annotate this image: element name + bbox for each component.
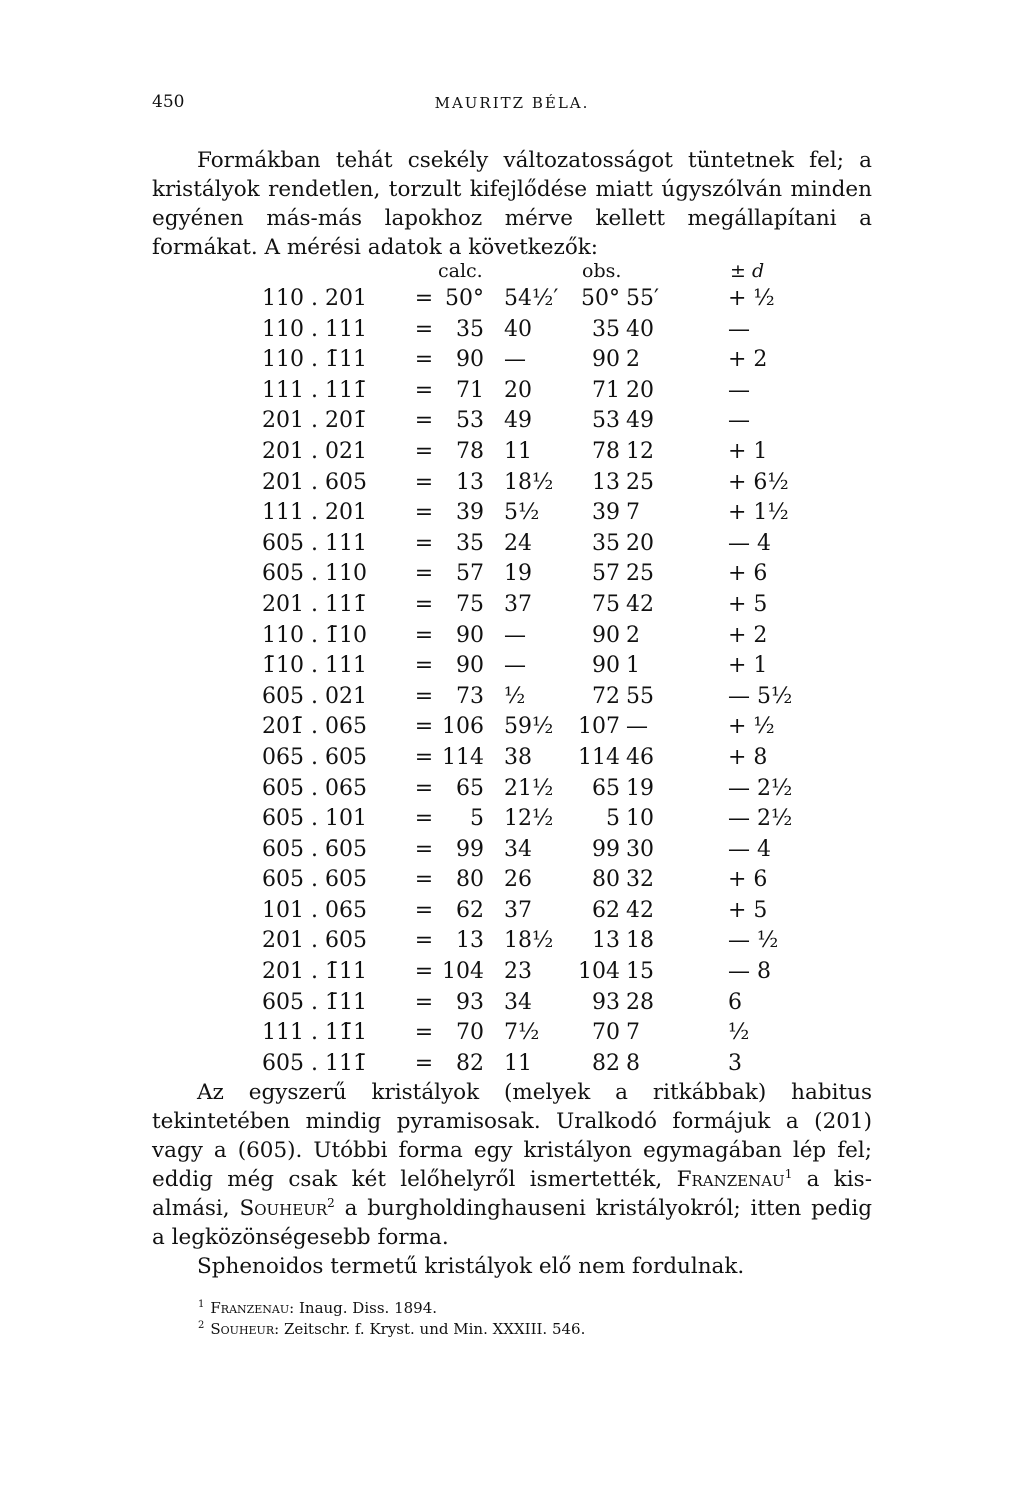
calc-degrees-cell: 93 [456, 989, 484, 1015]
obs-minutes-cell: 25 [626, 469, 654, 495]
obs-degrees-cell: 13 [592, 928, 620, 954]
calc-degrees-cell: 70 [456, 1020, 484, 1046]
equals-cell: = [414, 591, 434, 617]
habit-text-mid: a kis-almási, [152, 1167, 872, 1221]
obs-degrees-cell: 90 [592, 622, 620, 648]
obs-minutes-cell: 49 [626, 408, 654, 434]
calc-minutes-cell: 18½ [504, 928, 554, 954]
obs-minutes-cell: 2 [626, 622, 640, 648]
footnote-ref-1[interactable]: 1 [784, 1166, 793, 1181]
calc-degrees-cell: 90 [456, 347, 484, 373]
face-cell: 605 . 065 [262, 775, 367, 801]
difference-cell: — 2½ [728, 775, 793, 801]
calc-minutes-cell: 34 [504, 836, 532, 862]
face-cell: 111 . 11̄1 [262, 1020, 367, 1046]
difference-cell: + ½ [728, 714, 775, 740]
difference-cell: — 4 [728, 836, 771, 862]
calc-degrees-cell: 35 [456, 530, 484, 556]
calc-minutes-cell: 37 [504, 897, 532, 923]
face-cell: 605 . 6̄05 [262, 836, 367, 862]
face-cell: 111 . 201 [262, 500, 367, 526]
table-row [262, 867, 822, 898]
intro-text: Formákban tehát csekély változatosságot tüntetnek fel; a kristályok rendetlen, torzult kifejlődése miatt úgyszólván minden egyénen más-más lapokhoz mérve kellett megállapítani a formákat. A mérési adatok a következők: [152, 148, 872, 260]
calc-minutes-cell: 26 [504, 867, 532, 893]
table-header [262, 260, 822, 286]
equals-cell: = [414, 500, 434, 526]
footnote-1 [198, 1298, 848, 1319]
face-cell: 101 . 065 [262, 897, 367, 923]
face-cell: 605 . 101 [262, 806, 367, 832]
calc-minutes-cell: 54½′ [504, 286, 559, 311]
face-cell: 1̄10 . 111 [262, 653, 367, 679]
difference-cell: — 5½ [728, 683, 793, 709]
calc-degrees-cell: 35 [456, 316, 484, 342]
habit-text-tail: a burgholdinghauseni kristályokról; itten pedig a legközönségesebb forma. [152, 1196, 872, 1250]
difference-cell: + 5 [728, 591, 768, 617]
header-calc: calc. [438, 260, 483, 282]
obs-degrees-cell: 50° [581, 286, 620, 311]
obs-degrees-cell: 82 [592, 1050, 620, 1076]
difference-cell: — 8 [728, 959, 771, 985]
equals-cell: = [414, 653, 434, 679]
obs-minutes-cell: 7 [626, 1020, 640, 1046]
face-cell: 201 . 1̄11 [262, 959, 367, 985]
page-header [152, 92, 872, 122]
difference-cell: 3 [728, 1050, 742, 1076]
face-cell: 110 . 1̄11 [262, 347, 367, 373]
difference-cell: — [728, 408, 750, 434]
difference-cell: + 8 [728, 744, 768, 770]
table-row [262, 1020, 822, 1051]
author-souheur: Souheur [239, 1196, 328, 1221]
obs-degrees-cell: 93 [592, 989, 620, 1015]
obs-minutes-cell: 30 [626, 836, 654, 862]
table-row [262, 714, 822, 745]
obs-degrees-cell: 114 [578, 744, 620, 770]
obs-degrees-cell: 70 [592, 1020, 620, 1046]
equals-cell: = [414, 989, 434, 1015]
difference-cell: + 1 [728, 653, 768, 679]
obs-minutes-cell: 7 [626, 500, 640, 526]
obs-degrees-cell: 90 [592, 653, 620, 679]
habit-text [152, 1078, 872, 1252]
page-number: 450 [152, 92, 185, 112]
difference-cell: + ½ [728, 286, 775, 311]
calc-degrees-cell: 71 [456, 377, 484, 403]
table-row [262, 347, 822, 378]
equals-cell: = [414, 1050, 434, 1076]
equals-cell: = [414, 286, 434, 311]
difference-cell: — ½ [728, 928, 779, 954]
table-row [262, 1051, 822, 1082]
footnotes [198, 1298, 848, 1340]
calc-minutes-cell: 59½ [504, 714, 554, 740]
table-row [262, 408, 822, 439]
obs-minutes-cell: 25 [626, 561, 654, 587]
equals-cell: = [414, 1020, 434, 1046]
equals-cell: = [414, 347, 434, 373]
calc-minutes-cell: 40 [504, 316, 532, 342]
face-cell: 201̄ . 065 [262, 714, 367, 740]
obs-degrees-cell: 53 [592, 408, 620, 434]
difference-cell: + 6½ [728, 469, 789, 495]
table-row [262, 928, 822, 959]
obs-minutes-cell: 2 [626, 347, 640, 373]
difference-cell: + 1½ [728, 500, 789, 526]
face-cell: 605 . 110 [262, 561, 367, 587]
calc-minutes-cell: 12½ [504, 806, 554, 832]
calc-minutes-cell: — [504, 347, 526, 373]
calc-minutes-cell: 7½ [504, 1020, 540, 1046]
calc-degrees-cell: 57 [456, 561, 484, 587]
difference-cell: + 2 [728, 622, 768, 648]
calc-degrees-cell: 99 [456, 836, 484, 862]
difference-cell: — 2½ [728, 806, 793, 832]
table-row [262, 561, 822, 592]
table-row [262, 837, 822, 868]
equals-cell: = [414, 775, 434, 801]
table-row [262, 500, 822, 531]
obs-minutes-cell: 55′ [626, 286, 659, 311]
table-body [262, 286, 822, 1081]
footnote-author: Souheur: [210, 1320, 280, 1338]
author-franzenau: Franzenau [676, 1167, 785, 1192]
difference-cell: + 6 [728, 561, 768, 587]
table-row [262, 776, 822, 807]
habit-text-a: Az egyszerű kristályok (melyek a ritkábbak) habitus tekintetében mindig pyramisosak. Uralkodó formájuk a (201) vagy a (605). Utóbbi forma egy kristályon egymagában lép fel; eddig még csak két lelőhelyről ismertették, [152, 1080, 872, 1192]
equals-cell: = [414, 561, 434, 587]
calc-degrees-cell: 114 [442, 744, 484, 770]
equals-cell: = [414, 530, 434, 556]
obs-degrees-cell: 35 [592, 316, 620, 342]
obs-degrees-cell: 39 [592, 500, 620, 526]
obs-degrees-cell: 78 [592, 438, 620, 464]
calc-degrees-cell: 13 [456, 469, 484, 495]
calc-minutes-cell: 34 [504, 989, 532, 1015]
footnote-2 [198, 1319, 848, 1340]
calc-minutes-cell: 24 [504, 530, 532, 556]
face-cell: 201 . 605 [262, 928, 367, 954]
calc-degrees-cell: 5 [470, 806, 484, 832]
calc-minutes-cell: 5½ [504, 500, 540, 526]
header-diff: ± d [730, 260, 765, 282]
obs-minutes-cell: 55 [626, 683, 654, 709]
calc-minutes-cell: — [504, 653, 526, 679]
table-row [262, 286, 822, 317]
calc-degrees-cell: 62 [456, 897, 484, 923]
running-title: MAURITZ BÉLA. [434, 94, 590, 112]
obs-minutes-cell: 1 [626, 653, 640, 679]
obs-minutes-cell: 8 [626, 1050, 640, 1076]
table-row [262, 806, 822, 837]
calc-minutes-cell: — [504, 622, 526, 648]
obs-minutes-cell: 28 [626, 989, 654, 1015]
obs-minutes-cell: 19 [626, 775, 654, 801]
obs-degrees-cell: 75 [592, 591, 620, 617]
difference-cell: 6 [728, 989, 742, 1015]
footnote-number: 1 [198, 1299, 205, 1310]
table-row [262, 531, 822, 562]
obs-minutes-cell: 20 [626, 530, 654, 556]
table-row [262, 898, 822, 929]
calc-degrees-cell: 106 [442, 714, 484, 740]
difference-cell: ½ [728, 1020, 750, 1046]
habit-paragraph [152, 1078, 872, 1281]
calc-degrees-cell: 78 [456, 438, 484, 464]
sphenoid-text: Sphenoidos termetű kristályok elő nem fordulnak. [197, 1254, 745, 1279]
obs-degrees-cell: 80 [592, 867, 620, 893]
table-row [262, 745, 822, 776]
equals-cell: = [414, 836, 434, 862]
table-row [262, 378, 822, 409]
obs-minutes-cell: 42 [626, 897, 654, 923]
obs-minutes-cell: 15 [626, 959, 654, 985]
face-cell: 201 . 111̄ [262, 591, 367, 617]
calc-degrees-cell: 50° [445, 286, 484, 311]
calc-minutes-cell: 38 [504, 744, 532, 770]
calc-degrees-cell: 82 [456, 1050, 484, 1076]
difference-cell: — [728, 316, 750, 342]
face-cell: 110 . 111 [262, 316, 367, 342]
obs-minutes-cell: 18 [626, 928, 654, 954]
calc-minutes-cell: 19 [504, 561, 532, 587]
calc-degrees-cell: 80 [456, 867, 484, 893]
calc-minutes-cell: ½ [504, 683, 526, 709]
calc-minutes-cell: 18½ [504, 469, 554, 495]
calc-minutes-cell: 23 [504, 959, 532, 985]
face-cell: 201 . 201̄ [262, 408, 367, 434]
obs-degrees-cell: 104 [578, 959, 620, 985]
table-row [262, 317, 822, 348]
equals-cell: = [414, 959, 434, 985]
intro-paragraph [152, 146, 872, 262]
equals-cell: = [414, 806, 434, 832]
obs-minutes-cell: 42 [626, 591, 654, 617]
equals-cell: = [414, 897, 434, 923]
difference-cell: — [728, 377, 750, 403]
obs-degrees-cell: 57 [592, 561, 620, 587]
equals-cell: = [414, 867, 434, 893]
face-cell: 111 . 111̄ [262, 377, 367, 403]
difference-cell: — 4 [728, 530, 771, 556]
angle-table [262, 260, 822, 1081]
obs-degrees-cell: 13 [592, 469, 620, 495]
table-row [262, 623, 822, 654]
face-cell: 605 . 605̄ [262, 867, 367, 893]
obs-degrees-cell: 72 [592, 683, 620, 709]
calc-minutes-cell: 11 [504, 438, 532, 464]
obs-degrees-cell: 35 [592, 530, 620, 556]
calc-minutes-cell: 20 [504, 377, 532, 403]
table-row [262, 684, 822, 715]
footnote-number: 2 [198, 1320, 205, 1331]
calc-degrees-cell: 13 [456, 928, 484, 954]
footnote-ref-2[interactable]: 2 [327, 1195, 335, 1210]
calc-minutes-cell: 49 [504, 408, 532, 434]
equals-cell: = [414, 744, 434, 770]
calc-degrees-cell: 53 [456, 408, 484, 434]
obs-degrees-cell: 62 [592, 897, 620, 923]
face-cell: 605 . 021 [262, 683, 367, 709]
obs-degrees-cell: 90 [592, 347, 620, 373]
equals-cell: = [414, 928, 434, 954]
calc-minutes-cell: 11 [504, 1050, 532, 1076]
face-cell: 201 . 605 [262, 469, 367, 495]
table-row [262, 439, 822, 470]
face-cell: 201 . 021 [262, 438, 367, 464]
difference-cell: + 5 [728, 897, 768, 923]
calc-minutes-cell: 37 [504, 591, 532, 617]
equals-cell: = [414, 683, 434, 709]
table-row [262, 990, 822, 1021]
obs-minutes-cell: 20 [626, 377, 654, 403]
calc-minutes-cell: 21½ [504, 775, 554, 801]
obs-degrees-cell: 99 [592, 836, 620, 862]
equals-cell: = [414, 316, 434, 342]
equals-cell: = [414, 622, 434, 648]
face-cell: 065 . 605 [262, 744, 367, 770]
equals-cell: = [414, 438, 434, 464]
obs-degrees-cell: 65 [592, 775, 620, 801]
obs-degrees-cell: 71 [592, 377, 620, 403]
footnote-text: Inaug. Diss. 1894. [298, 1299, 438, 1317]
face-cell: 110 . 1̄10 [262, 622, 367, 648]
calc-degrees-cell: 39 [456, 500, 484, 526]
calc-degrees-cell: 90 [456, 653, 484, 679]
difference-cell: + 6 [728, 867, 768, 893]
table-row [262, 470, 822, 501]
calc-degrees-cell: 65 [456, 775, 484, 801]
obs-degrees-cell: 5 [606, 806, 620, 832]
obs-minutes-cell: 46 [626, 744, 654, 770]
obs-minutes-cell: — [626, 714, 648, 740]
face-cell: 605 . 1̄11 [262, 989, 367, 1015]
obs-minutes-cell: 32 [626, 867, 654, 893]
obs-degrees-cell: 107 [578, 714, 620, 740]
calc-degrees-cell: 73 [456, 683, 484, 709]
footnote-text: Zeitschr. f. Kryst. und Min. XXXIII. 546. [283, 1320, 586, 1338]
table-row [262, 959, 822, 990]
footnote-author: Franzenau: [210, 1299, 295, 1317]
calc-degrees-cell: 90 [456, 622, 484, 648]
difference-cell: + 1 [728, 438, 768, 464]
face-cell: 605 . 111̄ [262, 1050, 367, 1076]
equals-cell: = [414, 714, 434, 740]
face-cell: 605 . 111 [262, 530, 367, 556]
equals-cell: = [414, 377, 434, 403]
obs-minutes-cell: 12 [626, 438, 654, 464]
header-obs: obs. [582, 260, 622, 282]
obs-minutes-cell: 40 [626, 316, 654, 342]
calc-degrees-cell: 75 [456, 591, 484, 617]
face-cell: 110 . 201 [262, 286, 367, 311]
table-row [262, 653, 822, 684]
equals-cell: = [414, 408, 434, 434]
equals-cell: = [414, 469, 434, 495]
table-row [262, 592, 822, 623]
calc-degrees-cell: 104 [442, 959, 484, 985]
obs-minutes-cell: 10 [626, 806, 654, 832]
difference-cell: + 2 [728, 347, 768, 373]
